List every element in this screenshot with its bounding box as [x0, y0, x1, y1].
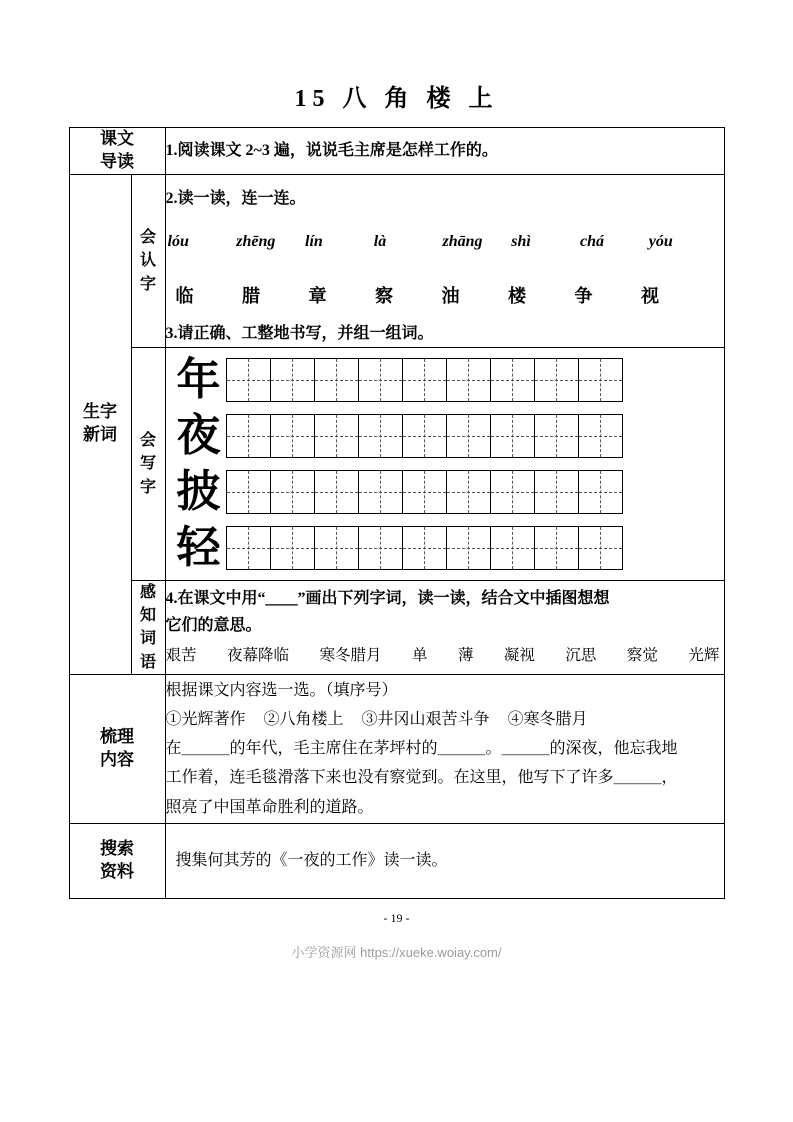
write-grid-cell[interactable] [447, 358, 491, 402]
write-instruction: 3.请正确、工整地书写，并组一组词。 [165, 324, 434, 342]
hanzi-1: 腊 [242, 286, 260, 307]
write-grid-cell[interactable] [447, 414, 491, 458]
write-practice-row [166, 408, 724, 464]
write-grid[interactable] [226, 414, 623, 458]
hanzi-6: 争 [574, 286, 593, 307]
row-label-search-line2: 资料 [100, 861, 134, 881]
sublabel-perception-char-2: 词 [139, 630, 156, 648]
sublabel-recognize-char-2: 字 [139, 275, 156, 293]
perception-word-2: 寒冬腊月 [319, 647, 382, 665]
recognize-content [165, 174, 724, 347]
perception-word-7: 察觉 [626, 647, 658, 665]
pinyin-0: lóu [167, 233, 189, 251]
sublabel-write [131, 348, 165, 581]
write-grid-cell[interactable] [271, 358, 315, 402]
write-grid-cell[interactable] [579, 358, 623, 402]
hanzi-5: 楼 [508, 286, 526, 307]
sublabel-perception [131, 581, 165, 675]
organize-line5: 照亮了中国革命胜利的道路。 [165, 798, 374, 816]
row-label-guide-line1: 课文 [100, 129, 134, 148]
search-content [165, 823, 724, 898]
write-grid-cell[interactable] [359, 470, 403, 514]
write-grid-cell[interactable] [359, 414, 403, 458]
write-grid-cell[interactable] [579, 414, 623, 458]
write-grid-cell[interactable] [491, 470, 535, 514]
write-grid-cell[interactable] [535, 414, 579, 458]
write-grid-cell[interactable] [535, 358, 579, 402]
row-label-newwords-line1: 生字 [83, 402, 117, 422]
row-label-guide [69, 128, 165, 175]
write-grid-cell[interactable] [403, 470, 447, 514]
hanzi-3: 察 [375, 286, 393, 307]
row-label-newwords-line2: 新词 [83, 425, 117, 445]
write-grid-cell[interactable] [359, 358, 403, 402]
row-label-organize-line1: 梳理 [100, 726, 134, 746]
organize-line4: 工作着，连毛毯滑落下来也没有察觉到。在这里，他写下了许多＿＿＿， [165, 769, 678, 787]
write-grid[interactable] [226, 358, 623, 402]
write-character: 夜 [176, 411, 221, 461]
row-label-search [69, 823, 165, 898]
hanzi-row [166, 281, 724, 312]
hanzi-0: 临 [175, 286, 194, 307]
write-grid-cell[interactable] [315, 470, 359, 514]
organize-choice-2: ③井冈山艰苦斗争 [361, 710, 490, 728]
write-grid-cell[interactable] [315, 526, 359, 570]
recognize-instruction: 2.读一读，连一连。 [165, 189, 306, 207]
organize-choice-0: ①光辉著作 [165, 710, 246, 728]
organize-choice-3: ④寒冬腊月 [507, 710, 588, 728]
hanzi-7: 视 [641, 286, 659, 307]
perception-word-4: 薄 [457, 647, 474, 665]
hanzi-4: 油 [441, 286, 460, 307]
write-character: 轻 [176, 523, 221, 573]
write-grid[interactable] [226, 470, 623, 514]
sublabel-perception-char-0: 感 [139, 584, 156, 602]
perception-content [165, 581, 724, 675]
write-grid-cell[interactable] [579, 470, 623, 514]
write-grid-cell[interactable] [535, 526, 579, 570]
write-grid-cell[interactable] [535, 470, 579, 514]
row-label-organize [69, 674, 165, 823]
write-practice-row [166, 352, 724, 408]
perception-word-1: 夜幕降临 [226, 647, 289, 665]
organize-line1: 根据课文内容选一选。（填序号） [165, 681, 398, 699]
write-grid-cell[interactable] [447, 526, 491, 570]
pinyin-2: lín [305, 233, 323, 251]
pinyin-5: shì [511, 233, 531, 251]
table-row-perception [69, 581, 724, 675]
sublabel-write-char-2: 字 [139, 478, 156, 496]
sublabel-recognize-char-0: 会 [139, 229, 156, 247]
perception-word-6: 沉思 [565, 647, 597, 665]
write-character: 年 [176, 355, 221, 405]
perception-words [166, 643, 724, 669]
table-row-guide [69, 128, 724, 175]
pinyin-6: chá [580, 233, 604, 251]
organize-line3: 在＿＿＿的年代，毛主席住在茅坪村的＿＿＿。＿＿＿的深夜，他忘我地 [165, 740, 678, 758]
guide-text: 1.阅读课文 2~3 遍，说说毛主席是怎样工作的。 [165, 142, 498, 160]
perception-instruction-line1: 4.在课文中用“＿＿”画出下列字词，读一读，结合文中插图想想 [165, 590, 610, 608]
write-grid-cell[interactable] [227, 414, 271, 458]
search-text: 搜集何其芳的《一夜的工作》读一读。 [175, 852, 448, 870]
table-row-organize [69, 674, 724, 823]
row-label-organize-line2: 内容 [100, 749, 134, 769]
write-grid-cell[interactable] [271, 470, 315, 514]
write-grid-cell[interactable] [491, 358, 535, 402]
pinyin-4: zhāng [442, 233, 483, 251]
write-character: 披 [176, 467, 221, 517]
sublabel-write-char-0: 会 [139, 432, 156, 450]
write-grid-cell[interactable] [403, 358, 447, 402]
row-label-search-line1: 搜索 [100, 838, 134, 858]
table-row-search [69, 823, 724, 898]
pinyin-7: yóu [648, 233, 673, 251]
write-grid-cell[interactable] [491, 526, 535, 570]
page-number: - 19 - [383, 910, 410, 925]
table-row-recognize [69, 174, 724, 347]
write-grid-cell[interactable] [227, 470, 271, 514]
sublabel-perception-char-3: 语 [139, 653, 156, 671]
sublabel-write-char-1: 写 [139, 455, 156, 473]
row-label-guide-line2: 导读 [100, 151, 134, 171]
write-grid-cell[interactable] [403, 526, 447, 570]
write-grid-cell[interactable] [359, 526, 403, 570]
write-grid-cell[interactable] [227, 358, 271, 402]
write-grid-cell[interactable] [227, 526, 271, 570]
write-grid-cell[interactable] [579, 526, 623, 570]
write-grid-cell[interactable] [315, 358, 359, 402]
table-row-write [69, 348, 724, 581]
write-practice-row [166, 464, 724, 520]
sublabel-recognize-char-1: 认 [139, 252, 156, 270]
watermark: 小学资源网 https://xueke.woiay.com/ [291, 944, 502, 960]
guide-content [165, 128, 724, 175]
write-grid-cell[interactable] [491, 414, 535, 458]
hanzi-2: 章 [308, 286, 327, 307]
pinyin-1: zhēng [236, 233, 276, 251]
organize-choice-1: ②八角楼上 [263, 710, 344, 728]
perception-word-8: 光辉 [688, 647, 720, 665]
perception-word-0: 艰苦 [165, 647, 197, 665]
write-grid-cell[interactable] [271, 526, 315, 570]
worksheet-table [69, 127, 725, 899]
write-grid-cell[interactable] [447, 470, 491, 514]
write-practice-row [166, 520, 724, 576]
row-label-newwords [69, 174, 131, 674]
write-grid-cell[interactable] [315, 414, 359, 458]
pinyin-row [166, 228, 724, 255]
write-grid-cell[interactable] [271, 414, 315, 458]
perception-instruction-line2: 它们的意思。 [165, 617, 262, 635]
organize-content [165, 674, 724, 823]
perception-word-5: 凝视 [503, 647, 535, 665]
sublabel-perception-char-1: 知 [139, 607, 156, 625]
perception-word-3: 单 [411, 647, 428, 665]
pinyin-3: là [373, 233, 387, 251]
page-title: 15 八 角 楼 上 [294, 86, 499, 112]
write-grid[interactable] [226, 526, 623, 570]
write-grids [165, 348, 724, 581]
sublabel-recognize [131, 174, 165, 347]
organize-choices [166, 706, 724, 733]
write-grid-cell[interactable] [403, 414, 447, 458]
